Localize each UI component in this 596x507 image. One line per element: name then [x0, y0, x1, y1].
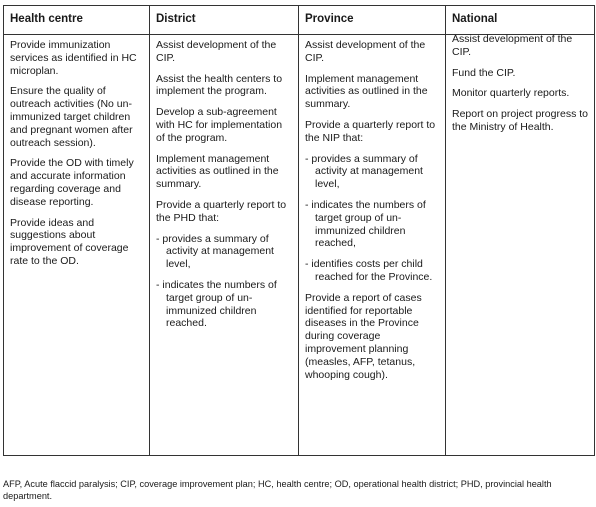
health-centre-item: Ensure the quality of outreach activities (No un-immunized target children and pregnant women after outreach session).	[10, 85, 133, 149]
health-centre-item: Provide ideas and suggestions about improvement of coverage rate to the OD.	[10, 216, 129, 267]
national-item: Fund the CIP.	[452, 66, 516, 79]
district-cell	[150, 35, 299, 456]
province-item: Assist development of the CIP.	[305, 39, 426, 64]
national-item: Monitor quarterly reports.	[452, 87, 570, 100]
national-item: Report on project progress to the Ministry of Health.	[452, 108, 588, 133]
province-item: Provide a report of cases identified for reportable diseases in the Province during coverage improvement planning (measles, AFP, tetanus, whooping cough).	[305, 291, 422, 381]
province-item: Provide a quarterly report to the NIP that:	[305, 118, 436, 144]
province-bullet: - identifies costs per child reached for the Province.	[305, 258, 433, 283]
header-health-centre: Health centre	[4, 6, 150, 35]
national-item: Assist development of the CIP.	[452, 33, 573, 58]
district-bullet: - indicates the numbers of target group of un-immunized children reached.	[156, 278, 277, 330]
district-item: Assist the health centers to implement the program.	[156, 72, 283, 98]
province-item: Implement management activities as outlined in the summary.	[305, 72, 428, 111]
health-centre-item: Provide the OD with timely and accurate information regarding coverage and disease reporting.	[10, 157, 134, 208]
province-bullet: - indicates the numbers of target group of un-immunized children reached,	[305, 198, 426, 250]
footnote: AFP, Acute flaccid paralysis; CIP, coverage improvement plan; HC, health centre; OD, operational health district; PHD, provincial health department.	[3, 479, 552, 501]
district-item: Assist development of the CIP.	[156, 39, 277, 64]
district-item: Develop a sub-agreement with HC for implementation of the program.	[156, 106, 283, 144]
province-bullet: - provides a summary of activity at management level,	[305, 152, 423, 191]
header-row	[4, 6, 595, 35]
province-cell	[299, 35, 446, 456]
national-cell	[446, 35, 595, 456]
header-district: District	[150, 6, 299, 35]
header-national: National	[446, 6, 595, 35]
health-centre-cell	[4, 35, 150, 456]
header-province: Province	[299, 6, 446, 35]
district-bullet: - provides a summary of activity at management level,	[156, 232, 274, 271]
health-centre-item: Provide immunization services as identified in HC microplan.	[10, 39, 137, 77]
district-item: Provide a quarterly report to the PHD that:	[156, 198, 287, 224]
body-row	[4, 35, 595, 456]
responsibilities-table	[3, 5, 595, 456]
district-item: Implement management activities as outlined in the summary.	[156, 152, 279, 191]
